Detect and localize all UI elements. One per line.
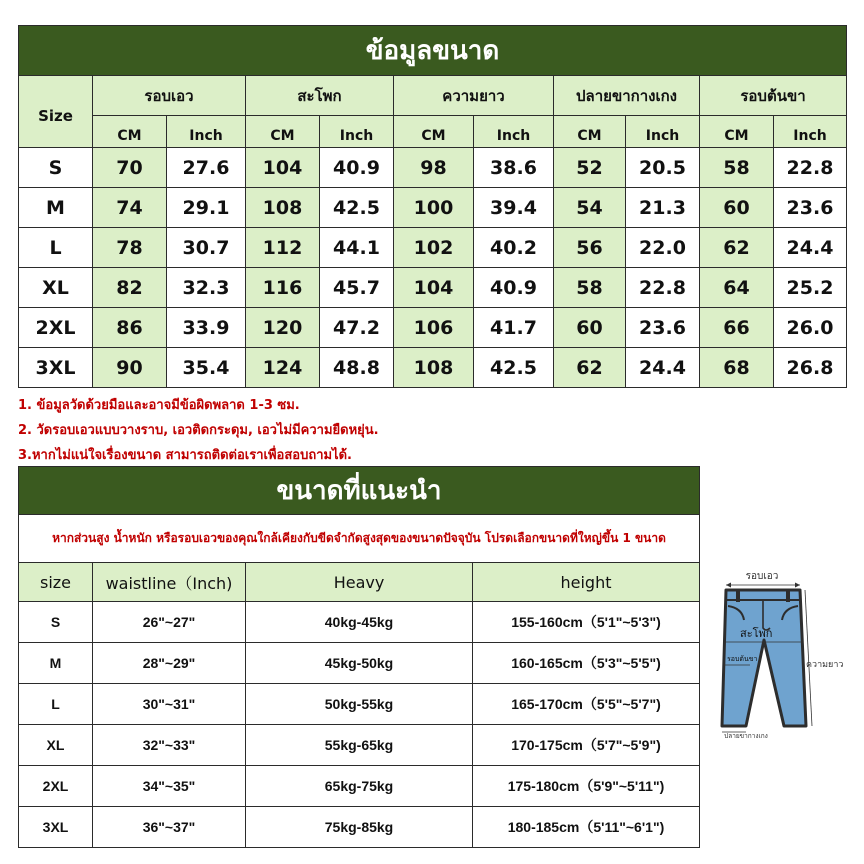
measurement-cell: 124	[245, 347, 320, 388]
measurement-cell: 90	[92, 347, 167, 388]
hip-label: สะโพก	[740, 627, 773, 640]
measurement-cell: 44.1	[319, 227, 394, 268]
group-header: ปลายขากางเกง	[553, 75, 700, 116]
measurement-cell: 40.9	[473, 267, 554, 308]
recommended-cell: 55kg-65kg	[245, 724, 473, 766]
measurement-cell: 60	[699, 187, 774, 228]
measurement-cell: 30.7	[166, 227, 246, 268]
measurement-cell: 26.0	[773, 307, 847, 348]
size-chart-title: ข้อมูลขนาด	[18, 25, 847, 76]
measurement-cell: 104	[245, 147, 320, 188]
recommended-cell: 65kg-75kg	[245, 765, 473, 807]
recommended-header: height	[472, 562, 700, 602]
recommended-cell: 45kg-50kg	[245, 642, 473, 684]
recommended-cell: 32"~33"	[92, 724, 246, 766]
unit-header: CM	[553, 115, 626, 156]
measurement-cell: 23.6	[625, 307, 700, 348]
measurement-cell: 42.5	[319, 187, 394, 228]
measurement-cell: 33.9	[166, 307, 246, 348]
measurement-cell: 102	[393, 227, 474, 268]
recommended-cell: 170-175cm（5'7"~5'9")	[472, 724, 700, 766]
recommended-cell: 160-165cm（5'3"~5'5")	[472, 642, 700, 684]
recommended-cell: 75kg-85kg	[245, 806, 473, 848]
recommended-cell: 26"~27"	[92, 601, 246, 643]
recommended-cell: 180-185cm（5'11"~6'1")	[472, 806, 700, 848]
measurement-cell: 82	[92, 267, 167, 308]
unit-header: CM	[393, 115, 474, 156]
measurement-cell: 32.3	[166, 267, 246, 308]
size-row-label: XL	[18, 267, 93, 308]
measurement-cell: 100	[393, 187, 474, 228]
recommended-cell: 3XL	[18, 806, 93, 848]
recommended-cell: XL	[18, 724, 93, 766]
note-1: 1. ข้อมูลวัดด้วยมือและอาจมีข้อผิดพลาด 1-3 ซม.	[18, 398, 300, 413]
recommended-cell: 155-160cm（5'1"~5'3")	[472, 601, 700, 643]
hem-label: ปลายขากางเกง	[724, 732, 768, 740]
measurement-cell: 52	[553, 147, 626, 188]
size-row-label: L	[18, 227, 93, 268]
measurement-cell: 22.0	[625, 227, 700, 268]
note-2: 2. วัดรอบเอวแบบวางราบ, เอวติดกระดุม, เอวไม่มีความยืดหยุ่น.	[18, 423, 379, 438]
measurement-cell: 58	[553, 267, 626, 308]
unit-header: Inch	[773, 115, 847, 156]
recommended-title: ขนาดที่แนะนำ	[18, 466, 700, 515]
measurement-cell: 58	[699, 147, 774, 188]
measurement-cell: 41.7	[473, 307, 554, 348]
size-row-label: 2XL	[18, 307, 93, 348]
measurement-cell: 60	[553, 307, 626, 348]
group-header: รอบต้นขา	[699, 75, 847, 116]
size-row-label: M	[18, 187, 93, 228]
measurement-cell: 22.8	[625, 267, 700, 308]
measurement-cell: 22.8	[773, 147, 847, 188]
measurement-cell: 78	[92, 227, 167, 268]
measurement-cell: 27.6	[166, 147, 246, 188]
measurement-cell: 48.8	[319, 347, 394, 388]
group-header: รอบเอว	[92, 75, 246, 116]
recommended-note: หากส่วนสูง น้ำหนัก หรือรอบเอวของคุณใกล้เคียงกับขีดจำกัดสูงสุดของขนาดปัจจุบัน โปรดเลือกขนาดที่ใหญ่ขึ้น 1 ขนาด	[18, 514, 700, 563]
recommended-cell: 165-170cm（5'5"~5'7")	[472, 683, 700, 725]
measurement-cell: 20.5	[625, 147, 700, 188]
waist-label: รอบเอว	[745, 571, 779, 582]
measurement-cell: 64	[699, 267, 774, 308]
recommended-header: Heavy	[245, 562, 473, 602]
measurement-cell: 62	[553, 347, 626, 388]
measurement-cell: 21.3	[625, 187, 700, 228]
measurement-cell: 62	[699, 227, 774, 268]
size-column-header: Size	[18, 75, 93, 156]
unit-header: Inch	[319, 115, 394, 156]
recommended-cell: S	[18, 601, 93, 643]
recommended-cell: 34"~35"	[92, 765, 246, 807]
measurement-cell: 56	[553, 227, 626, 268]
unit-header: Inch	[166, 115, 246, 156]
measurement-cell: 112	[245, 227, 320, 268]
size-row-label: S	[18, 147, 93, 188]
recommended-cell: 50kg-55kg	[245, 683, 473, 725]
measurement-cell: 120	[245, 307, 320, 348]
measurement-cell: 68	[699, 347, 774, 388]
group-header: ความยาว	[393, 75, 554, 116]
measurement-cell: 29.1	[166, 187, 246, 228]
measurement-cell: 106	[393, 307, 474, 348]
recommended-header: waistline（Inch)	[92, 562, 246, 602]
measurement-cell: 39.4	[473, 187, 554, 228]
recommended-header: size	[18, 562, 93, 602]
unit-header: Inch	[625, 115, 700, 156]
length-label: ความยาว	[806, 660, 844, 670]
group-header: สะโพก	[245, 75, 394, 116]
unit-header: CM	[699, 115, 774, 156]
measurement-cell: 40.2	[473, 227, 554, 268]
measurement-cell: 108	[245, 187, 320, 228]
recommended-cell: L	[18, 683, 93, 725]
measurement-cell: 86	[92, 307, 167, 348]
recommended-cell: M	[18, 642, 93, 684]
measurement-cell: 25.2	[773, 267, 847, 308]
unit-header: CM	[92, 115, 167, 156]
thigh-label: รอบต้นขา	[727, 655, 758, 663]
recommended-cell: 30"~31"	[92, 683, 246, 725]
measurement-cell: 104	[393, 267, 474, 308]
measurement-cell: 116	[245, 267, 320, 308]
measurement-cell: 66	[699, 307, 774, 348]
measurement-cell: 23.6	[773, 187, 847, 228]
measurement-cell: 24.4	[773, 227, 847, 268]
recommended-cell: 36"~37"	[92, 806, 246, 848]
measurement-cell: 74	[92, 187, 167, 228]
measurement-cell: 40.9	[319, 147, 394, 188]
measurement-cell: 108	[393, 347, 474, 388]
recommended-cell: 175-180cm（5'9"~5'11")	[472, 765, 700, 807]
measurement-cell: 70	[92, 147, 167, 188]
measurement-cell: 42.5	[473, 347, 554, 388]
size-row-label: 3XL	[18, 347, 93, 388]
measurement-cell: 45.7	[319, 267, 394, 308]
recommended-cell: 2XL	[18, 765, 93, 807]
measurement-cell: 54	[553, 187, 626, 228]
measurement-cell: 98	[393, 147, 474, 188]
measurement-cell: 24.4	[625, 347, 700, 388]
measurement-cell: 47.2	[319, 307, 394, 348]
recommended-cell: 28"~29"	[92, 642, 246, 684]
note-3: 3.หากไม่แน่ใจเรื่องขนาด สามารถติดต่อเราเพื่อสอบถามได้.	[18, 448, 352, 463]
recommended-cell: 40kg-45kg	[245, 601, 473, 643]
pants-diagram	[700, 566, 850, 746]
measurement-cell: 26.8	[773, 347, 847, 388]
measurement-cell: 38.6	[473, 147, 554, 188]
unit-header: Inch	[473, 115, 554, 156]
measurement-cell: 35.4	[166, 347, 246, 388]
unit-header: CM	[245, 115, 320, 156]
